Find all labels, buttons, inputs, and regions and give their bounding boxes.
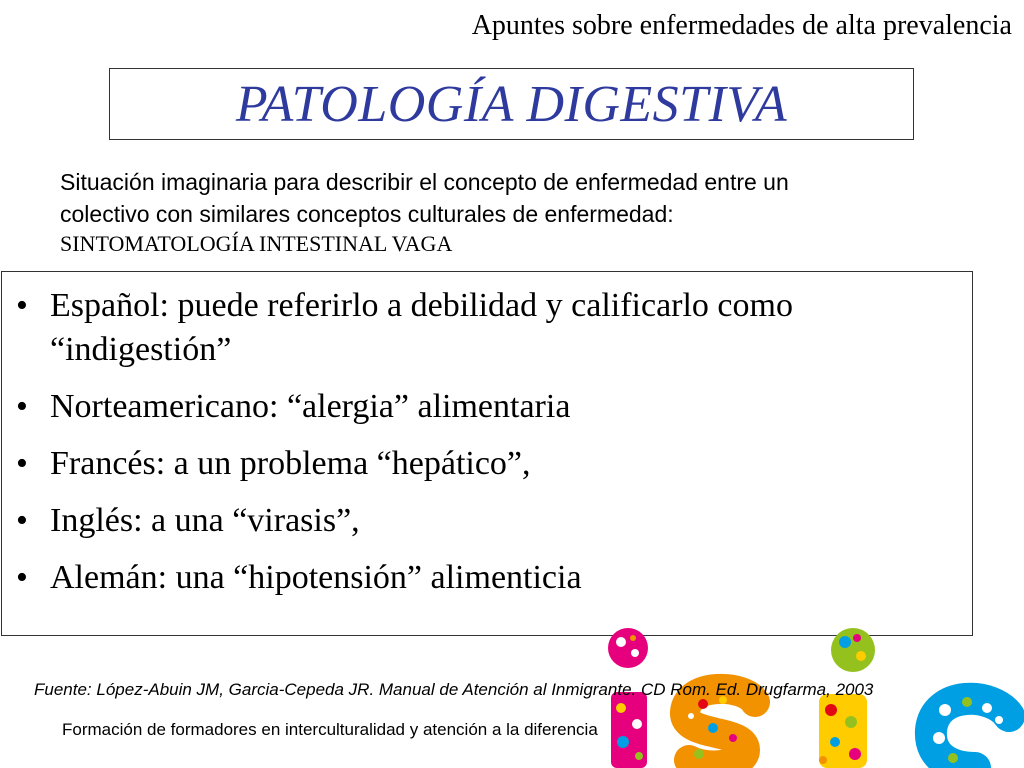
list-item-text: Español: puede referirlo a debilidad y calificarlo como “indigestión” [50, 287, 793, 368]
list-item [16, 385, 972, 429]
intro-paragraph [60, 166, 980, 258]
bullet-icon: • [16, 502, 28, 539]
header-text: Apuntes sobre enfermedades de alta prevalencia [471, 10, 1012, 41]
bullet-icon: • [16, 388, 28, 425]
list-item-text: Alemán: una “hipotensión” alimenticia [50, 559, 582, 596]
logo-letter-c [931, 697, 1009, 768]
list-item [16, 284, 972, 372]
page-title: PATOLOGÍA DIGESTIVA [235, 75, 788, 133]
intro-subtitle: SINTOMATOLOGÍA INTESTINAL VAGA [60, 231, 453, 256]
bullet-icon: • [16, 559, 28, 596]
logo-letter-s [685, 689, 755, 766]
list-item-text: Norteamericano: “alergia” alimentaria [50, 388, 571, 425]
bullet-icon: • [16, 445, 28, 482]
list-item-text: Inglés: a una “virasis”, [50, 502, 360, 539]
list-item-text: Francés: a un problema “hepático”, [50, 445, 531, 482]
intro-line-1: Situación imaginaria para describir el concepto de enfermedad entre un [60, 169, 789, 195]
title-box [109, 68, 914, 140]
list-item [16, 499, 972, 543]
bullet-list [2, 272, 972, 600]
source-citation: Fuente: López-Abuin JM, Garcia-Cepeda JR. Manual de Atención al Inmigrante. CD Rom. Ed. Drugfarma, 2003 [34, 680, 874, 699]
list-item [16, 556, 972, 600]
bullet-icon: • [16, 287, 28, 324]
content-box [1, 271, 973, 636]
footer-text: Formación de formadores en interculturalidad y atención a la diferencia [62, 720, 598, 739]
intro-line-2: colectivo con similares conceptos culturales de enfermedad: [60, 201, 674, 227]
list-item [16, 442, 972, 486]
